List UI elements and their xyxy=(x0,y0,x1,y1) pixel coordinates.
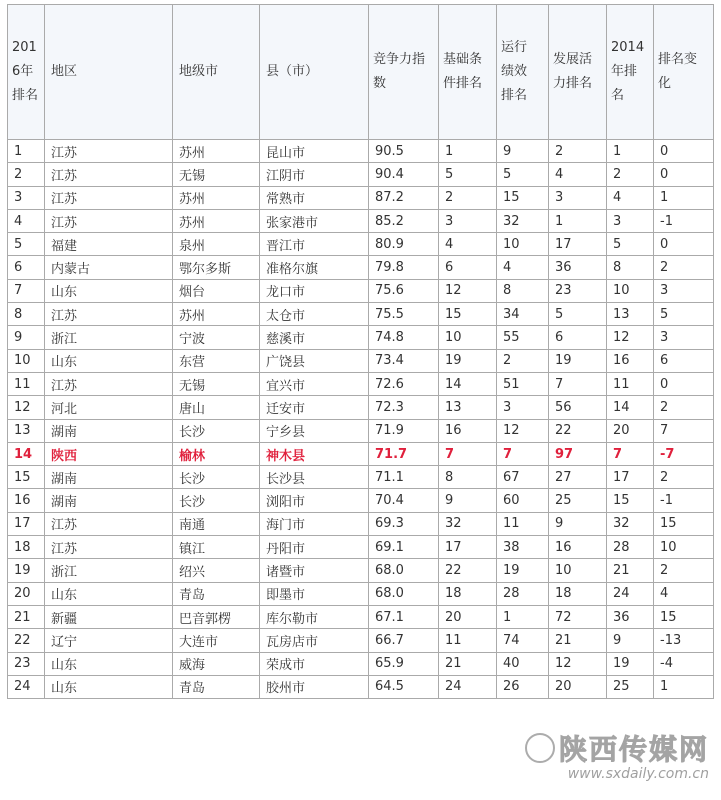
table-cell: 55 xyxy=(497,326,549,349)
table-cell: 20 xyxy=(8,582,45,605)
table-cell: 69.1 xyxy=(369,536,439,559)
table-cell: 7 xyxy=(497,442,549,465)
table-cell: 无锡 xyxy=(173,372,260,395)
table-row xyxy=(8,209,714,232)
table-cell: 内蒙古 xyxy=(45,256,173,279)
table-row xyxy=(8,489,714,512)
table-cell: 21 xyxy=(439,652,497,675)
table-cell: 13 xyxy=(607,303,654,326)
table-cell: 长沙 xyxy=(173,466,260,489)
table-cell: 17 xyxy=(8,512,45,535)
table-cell: 江苏 xyxy=(45,186,173,209)
table-cell: 25 xyxy=(549,489,607,512)
header-cell: 竞争力指数 xyxy=(369,5,439,140)
table-cell: 19 xyxy=(439,349,497,372)
table-row xyxy=(8,326,714,349)
table-cell: 22 xyxy=(549,419,607,442)
table-cell: 71.9 xyxy=(369,419,439,442)
table-cell: 慈溪市 xyxy=(260,326,369,349)
table-cell: 辽宁 xyxy=(45,629,173,652)
table-row xyxy=(8,605,714,628)
table-cell: 1 xyxy=(607,140,654,163)
table-cell: 2 xyxy=(654,466,714,489)
table-cell: 72.3 xyxy=(369,396,439,419)
table-cell: 宁波 xyxy=(173,326,260,349)
table-cell: 32 xyxy=(607,512,654,535)
table-cell: 14 xyxy=(607,396,654,419)
table-cell: 8 xyxy=(8,303,45,326)
table-cell: 苏州 xyxy=(173,140,260,163)
table-cell: 15 xyxy=(439,303,497,326)
table-cell: 瓦房店市 xyxy=(260,629,369,652)
table-cell: 4 xyxy=(439,233,497,256)
table-cell: 南通 xyxy=(173,512,260,535)
table-cell: 74 xyxy=(497,629,549,652)
table-cell: 江苏 xyxy=(45,372,173,395)
table-cell: 71.1 xyxy=(369,466,439,489)
table-cell: -13 xyxy=(654,629,714,652)
table-cell: 苏州 xyxy=(173,186,260,209)
table-cell: 14 xyxy=(8,442,45,465)
table-cell: 51 xyxy=(497,372,549,395)
table-cell: 0 xyxy=(654,233,714,256)
table-cell: 5 xyxy=(497,163,549,186)
table-cell: 7 xyxy=(654,419,714,442)
table-cell: 广饶县 xyxy=(260,349,369,372)
table-cell: 2 xyxy=(8,163,45,186)
table-cell: 68.0 xyxy=(369,582,439,605)
table-row xyxy=(8,582,714,605)
table-cell: 6 xyxy=(549,326,607,349)
table-cell: 68.0 xyxy=(369,559,439,582)
table-cell: 2 xyxy=(497,349,549,372)
table-cell: 福建 xyxy=(45,233,173,256)
table-cell: 3 xyxy=(8,186,45,209)
table-cell: 泉州 xyxy=(173,233,260,256)
table-cell: 24 xyxy=(8,675,45,698)
table-row xyxy=(8,279,714,302)
table-cell: 浏阳市 xyxy=(260,489,369,512)
table-cell: 65.9 xyxy=(369,652,439,675)
table-cell: 15 xyxy=(654,605,714,628)
table-cell: 9 xyxy=(607,629,654,652)
table-cell: 70.4 xyxy=(369,489,439,512)
header-cell: 地级市 xyxy=(173,5,260,140)
table-cell: 23 xyxy=(549,279,607,302)
table-cell: 36 xyxy=(607,605,654,628)
table-cell: 威海 xyxy=(173,652,260,675)
table-cell: 1 xyxy=(8,140,45,163)
table-cell: 18 xyxy=(439,582,497,605)
table-cell: 12 xyxy=(549,652,607,675)
table-cell: 湖南 xyxy=(45,466,173,489)
table-cell: 江阴市 xyxy=(260,163,369,186)
watermark-circle-icon xyxy=(525,733,555,763)
table-cell: -1 xyxy=(654,209,714,232)
table-cell: 12 xyxy=(439,279,497,302)
table-cell: 36 xyxy=(549,256,607,279)
table-cell: 80.9 xyxy=(369,233,439,256)
table-cell: 10 xyxy=(549,559,607,582)
table-cell: 12 xyxy=(8,396,45,419)
table-cell: 3 xyxy=(439,209,497,232)
table-cell: 19 xyxy=(497,559,549,582)
table-cell: 22 xyxy=(8,629,45,652)
table-cell: 4 xyxy=(607,186,654,209)
table-cell: 60 xyxy=(497,489,549,512)
table-cell: 6 xyxy=(8,256,45,279)
table-cell: 12 xyxy=(607,326,654,349)
table-cell: 苏州 xyxy=(173,209,260,232)
table-cell: 神木县 xyxy=(260,442,369,465)
table-cell: 迁安市 xyxy=(260,396,369,419)
table-cell: 3 xyxy=(654,279,714,302)
ranking-table xyxy=(7,4,714,699)
table-cell: 16 xyxy=(439,419,497,442)
table-cell: 5 xyxy=(439,163,497,186)
table-cell: 10 xyxy=(654,536,714,559)
table-cell: 3 xyxy=(549,186,607,209)
table-row xyxy=(8,256,714,279)
table-cell: 5 xyxy=(654,303,714,326)
table-row xyxy=(8,419,714,442)
table-cell: -4 xyxy=(654,652,714,675)
table-cell: -1 xyxy=(654,489,714,512)
table-cell: 唐山 xyxy=(173,396,260,419)
table-cell: 绍兴 xyxy=(173,559,260,582)
table-cell: 浙江 xyxy=(45,559,173,582)
table-cell: 8 xyxy=(607,256,654,279)
table-cell: 海门市 xyxy=(260,512,369,535)
watermark-logo xyxy=(525,728,709,768)
table-row xyxy=(8,349,714,372)
table-cell: 2 xyxy=(439,186,497,209)
table-cell: 14 xyxy=(439,372,497,395)
table-cell: 11 xyxy=(497,512,549,535)
table-cell: 1 xyxy=(549,209,607,232)
table-cell: 17 xyxy=(607,466,654,489)
table-cell: 18 xyxy=(549,582,607,605)
table-cell: 2 xyxy=(654,396,714,419)
table-cell: 6 xyxy=(439,256,497,279)
table-cell: 9 xyxy=(497,140,549,163)
table-cell: 7 xyxy=(549,372,607,395)
table-cell: 66.7 xyxy=(369,629,439,652)
table-cell: 97 xyxy=(549,442,607,465)
table-cell: 71.7 xyxy=(369,442,439,465)
table-cell: 丹阳市 xyxy=(260,536,369,559)
table-cell: 20 xyxy=(549,675,607,698)
header-cell: 发展活力排名 xyxy=(549,5,607,140)
table-cell: -7 xyxy=(654,442,714,465)
table-row xyxy=(8,629,714,652)
table-cell: 34 xyxy=(497,303,549,326)
table-cell: 2 xyxy=(654,559,714,582)
table-cell: 准格尔旗 xyxy=(260,256,369,279)
table-cell: 宜兴市 xyxy=(260,372,369,395)
table-cell: 16 xyxy=(549,536,607,559)
table-cell: 74.8 xyxy=(369,326,439,349)
table-cell: 7 xyxy=(607,442,654,465)
table-cell: 湖南 xyxy=(45,489,173,512)
table-cell: 13 xyxy=(8,419,45,442)
table-cell: 87.2 xyxy=(369,186,439,209)
table-cell: 72 xyxy=(549,605,607,628)
table-cell: 15 xyxy=(497,186,549,209)
table-cell: 28 xyxy=(607,536,654,559)
table-cell: 26 xyxy=(497,675,549,698)
table-cell: 13 xyxy=(439,396,497,419)
table-cell: 15 xyxy=(607,489,654,512)
table-cell: 11 xyxy=(8,372,45,395)
table-cell: 长沙 xyxy=(173,489,260,512)
table-cell: 江苏 xyxy=(45,163,173,186)
table-cell: 镇江 xyxy=(173,536,260,559)
table-cell: 56 xyxy=(549,396,607,419)
table-cell: 9 xyxy=(549,512,607,535)
table-cell: 90.5 xyxy=(369,140,439,163)
table-cell: 69.3 xyxy=(369,512,439,535)
table-cell: 无锡 xyxy=(173,163,260,186)
table-cell: 16 xyxy=(8,489,45,512)
table-row xyxy=(8,512,714,535)
table-cell: 9 xyxy=(8,326,45,349)
table-cell: 即墨市 xyxy=(260,582,369,605)
table-cell: 75.5 xyxy=(369,303,439,326)
header-cell: 县（市） xyxy=(260,5,369,140)
table-cell: 21 xyxy=(8,605,45,628)
table-cell: 江苏 xyxy=(45,140,173,163)
table-cell: 7 xyxy=(8,279,45,302)
table-cell: 21 xyxy=(607,559,654,582)
table-cell: 山东 xyxy=(45,279,173,302)
table-cell: 9 xyxy=(439,489,497,512)
table-cell: 2 xyxy=(654,256,714,279)
table-cell: 15 xyxy=(654,512,714,535)
table-cell: 0 xyxy=(654,372,714,395)
table-cell: 32 xyxy=(497,209,549,232)
table-cell: 3 xyxy=(654,326,714,349)
table-cell: 7 xyxy=(439,442,497,465)
table-cell: 19 xyxy=(8,559,45,582)
table-cell: 常熟市 xyxy=(260,186,369,209)
table-cell: 32 xyxy=(439,512,497,535)
table-row xyxy=(8,233,714,256)
table-cell: 5 xyxy=(549,303,607,326)
table-cell: 21 xyxy=(549,629,607,652)
table-cell: 张家港市 xyxy=(260,209,369,232)
table-cell: 榆林 xyxy=(173,442,260,465)
table-cell: 15 xyxy=(8,466,45,489)
table-cell: 22 xyxy=(439,559,497,582)
table-row xyxy=(8,186,714,209)
table-cell: 16 xyxy=(607,349,654,372)
table-cell: 90.4 xyxy=(369,163,439,186)
table-cell: 太仓市 xyxy=(260,303,369,326)
table-cell: 0 xyxy=(654,163,714,186)
table-cell: 江苏 xyxy=(45,512,173,535)
table-cell: 6 xyxy=(654,349,714,372)
table-cell: 67 xyxy=(497,466,549,489)
table-cell: 宁乡县 xyxy=(260,419,369,442)
table-cell: 67.1 xyxy=(369,605,439,628)
table-row xyxy=(8,652,714,675)
table-cell: 晋江市 xyxy=(260,233,369,256)
table-cell: 10 xyxy=(607,279,654,302)
table-cell: 19 xyxy=(549,349,607,372)
header-cell: 排名变化 xyxy=(654,5,714,140)
table-row xyxy=(8,372,714,395)
table-cell: 11 xyxy=(607,372,654,395)
header-cell: 2016年排名 xyxy=(8,5,45,140)
table-cell: 山东 xyxy=(45,582,173,605)
table-body xyxy=(8,140,714,699)
header-cell: 基础条件排名 xyxy=(439,5,497,140)
table-cell: 79.8 xyxy=(369,256,439,279)
table-cell: 1 xyxy=(497,605,549,628)
table-cell: 河北 xyxy=(45,396,173,419)
table-cell: 湖南 xyxy=(45,419,173,442)
header-cell: 运行绩效排名 xyxy=(497,5,549,140)
table-row xyxy=(8,303,714,326)
table-row xyxy=(8,466,714,489)
table-cell: 东营 xyxy=(173,349,260,372)
table-cell: 大连市 xyxy=(173,629,260,652)
table-cell: 8 xyxy=(497,279,549,302)
header-cell: 地区 xyxy=(45,5,173,140)
table-cell: 3 xyxy=(497,396,549,419)
table-row xyxy=(8,559,714,582)
table-cell: 85.2 xyxy=(369,209,439,232)
table-cell: 苏州 xyxy=(173,303,260,326)
table-cell: 长沙县 xyxy=(260,466,369,489)
table-cell: 12 xyxy=(497,419,549,442)
table-cell: 陕西 xyxy=(45,442,173,465)
table-cell: 5 xyxy=(8,233,45,256)
table-cell: 龙口市 xyxy=(260,279,369,302)
table-cell: 28 xyxy=(497,582,549,605)
table-cell: 20 xyxy=(439,605,497,628)
table-cell: 浙江 xyxy=(45,326,173,349)
table-cell: 75.6 xyxy=(369,279,439,302)
table-cell: 10 xyxy=(497,233,549,256)
table-cell: 江苏 xyxy=(45,303,173,326)
watermark xyxy=(525,728,709,782)
table-cell: 巴音郭楞 xyxy=(173,605,260,628)
table-cell: 山东 xyxy=(45,652,173,675)
table-cell: 3 xyxy=(607,209,654,232)
table-cell: 24 xyxy=(439,675,497,698)
header-row xyxy=(8,5,714,140)
watermark-logo-text: 陕西传媒网 xyxy=(558,733,709,766)
table-cell: 4 xyxy=(497,256,549,279)
table-cell: 4 xyxy=(549,163,607,186)
table-cell: 烟台 xyxy=(173,279,260,302)
table-cell: 1 xyxy=(439,140,497,163)
table-cell: 18 xyxy=(8,536,45,559)
table-cell: 山东 xyxy=(45,675,173,698)
table-cell: 4 xyxy=(8,209,45,232)
table-cell: 24 xyxy=(607,582,654,605)
table-cell: 山东 xyxy=(45,349,173,372)
table-cell: 新疆 xyxy=(45,605,173,628)
table-cell: 20 xyxy=(607,419,654,442)
table-cell: 27 xyxy=(549,466,607,489)
table-cell: 5 xyxy=(607,233,654,256)
table-cell: 江苏 xyxy=(45,209,173,232)
table-cell: 昆山市 xyxy=(260,140,369,163)
table-cell: 库尔勒市 xyxy=(260,605,369,628)
table-row xyxy=(8,536,714,559)
table-row xyxy=(8,163,714,186)
table-cell: 17 xyxy=(439,536,497,559)
table-row xyxy=(8,140,714,163)
table-cell: 64.5 xyxy=(369,675,439,698)
table-cell: 1 xyxy=(654,186,714,209)
table-cell: 江苏 xyxy=(45,536,173,559)
table-cell: 72.6 xyxy=(369,372,439,395)
table-cell: 38 xyxy=(497,536,549,559)
table-cell: 2 xyxy=(607,163,654,186)
table-cell: 荣成市 xyxy=(260,652,369,675)
table-cell: 10 xyxy=(439,326,497,349)
table-cell: 11 xyxy=(439,629,497,652)
table-cell: 19 xyxy=(607,652,654,675)
table-cell: 4 xyxy=(654,582,714,605)
table-row xyxy=(8,396,714,419)
table-cell: 胶州市 xyxy=(260,675,369,698)
table-cell: 鄂尔多斯 xyxy=(173,256,260,279)
table-cell: 长沙 xyxy=(173,419,260,442)
table-cell: 1 xyxy=(654,675,714,698)
table-cell: 8 xyxy=(439,466,497,489)
table-cell: 0 xyxy=(654,140,714,163)
table-cell: 73.4 xyxy=(369,349,439,372)
watermark-url: www.sxdaily.com.cn xyxy=(567,766,709,782)
table-cell: 诸暨市 xyxy=(260,559,369,582)
table-row-highlighted xyxy=(8,442,714,465)
table-cell: 2 xyxy=(549,140,607,163)
table-cell: 25 xyxy=(607,675,654,698)
table-cell: 青岛 xyxy=(173,675,260,698)
header-cell: 2014年排名 xyxy=(607,5,654,140)
table-cell: 17 xyxy=(549,233,607,256)
table-cell: 40 xyxy=(497,652,549,675)
table-cell: 10 xyxy=(8,349,45,372)
table-cell: 青岛 xyxy=(173,582,260,605)
table-cell: 23 xyxy=(8,652,45,675)
table-row xyxy=(8,675,714,698)
